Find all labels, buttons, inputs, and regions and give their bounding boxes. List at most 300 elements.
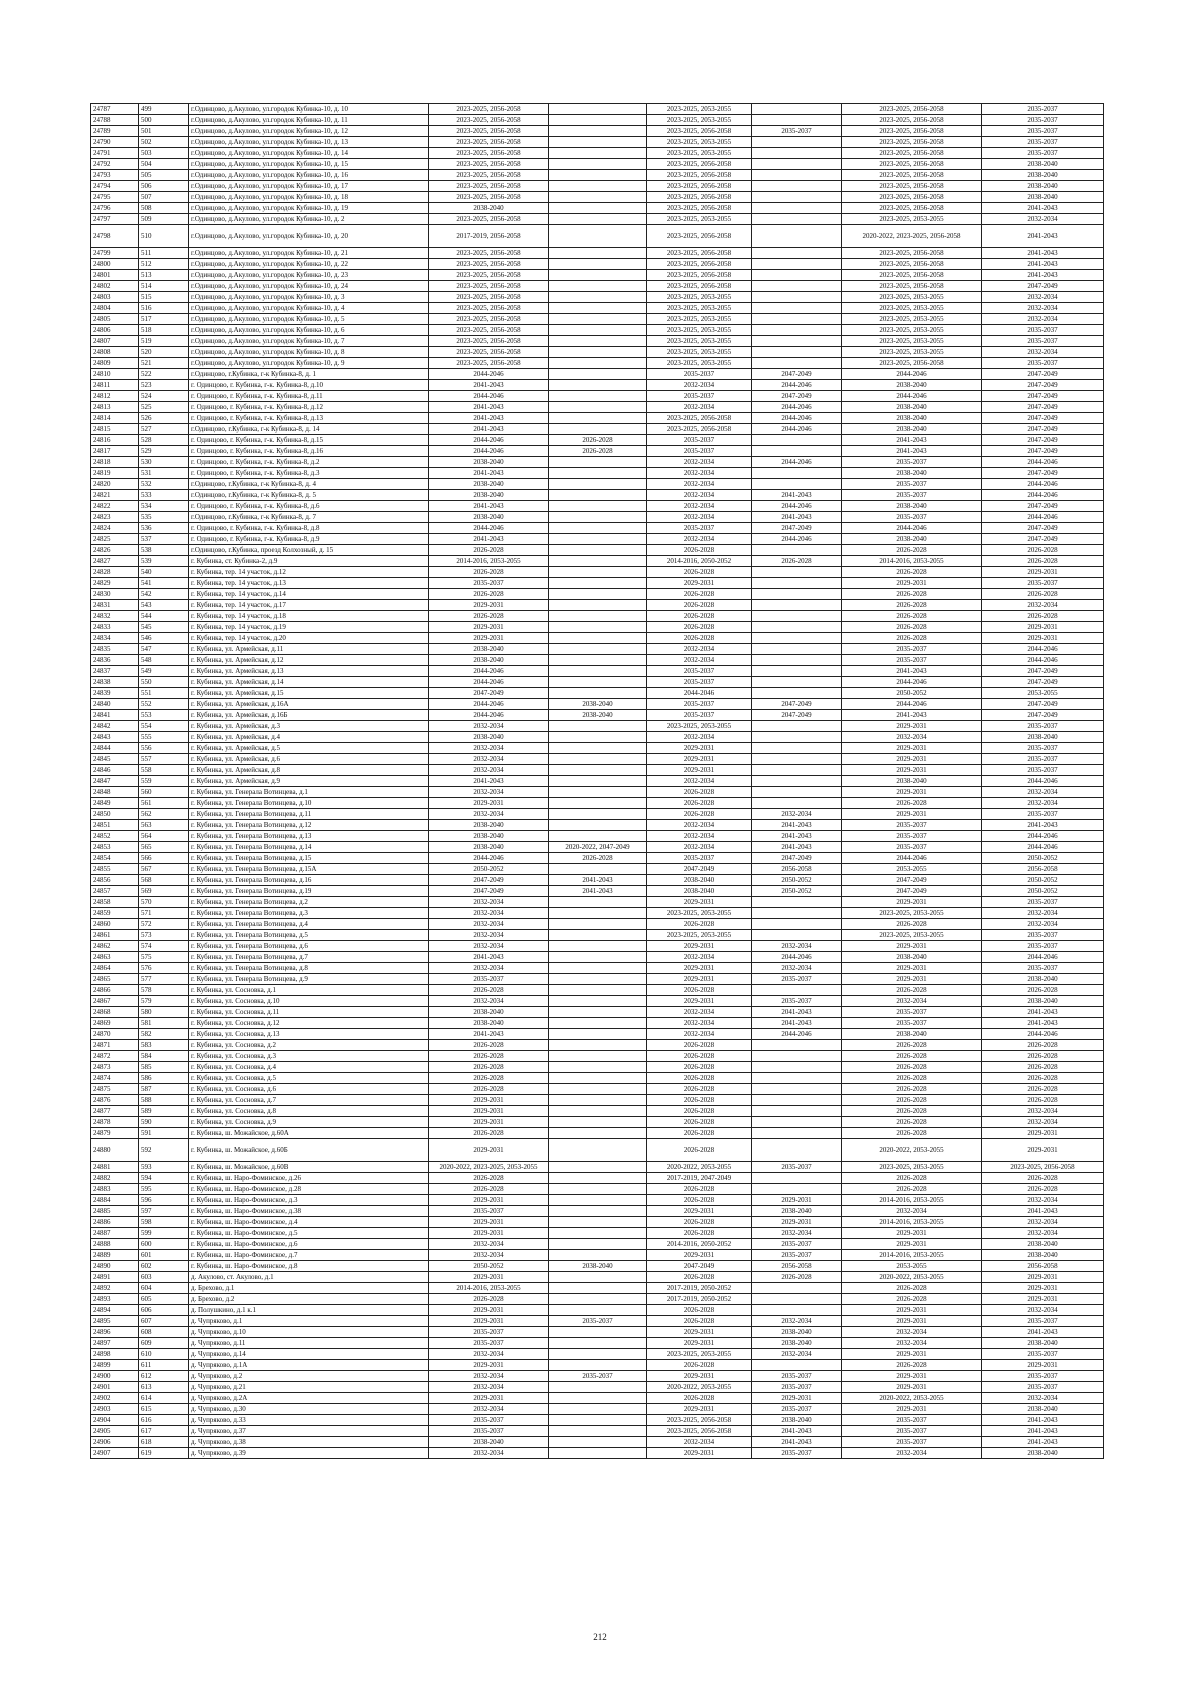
cell-period-1: 2026-2028	[429, 545, 549, 556]
cell-period-3: 2023-2025, 2053-2055	[647, 314, 752, 325]
cell-period-3: 2026-2028	[647, 1062, 752, 1073]
cell-period-6: 2047-2049	[982, 501, 1104, 512]
cell-row-number: 594	[139, 1173, 189, 1184]
cell-period-2	[549, 512, 647, 523]
cell-address: г. Одинцово, г. Кубинка, г-к. Кубинка-8, д.13	[189, 413, 429, 424]
cell-period-4	[752, 225, 842, 248]
cell-row-number: 596	[139, 1195, 189, 1206]
cell-row-number: 501	[139, 126, 189, 137]
cell-period-1: 2044-2046	[429, 446, 549, 457]
cell-record-id: 24817	[91, 446, 139, 457]
cell-period-6: 2038-2040	[982, 1448, 1104, 1459]
cell-period-3: 2026-2028	[647, 919, 752, 930]
cell-period-3: 2032-2034	[647, 831, 752, 842]
cell-row-number: 609	[139, 1338, 189, 1349]
cell-period-6: 2038-2040	[982, 996, 1104, 1007]
cell-record-id: 24860	[91, 919, 139, 930]
cell-row-number: 583	[139, 1040, 189, 1051]
cell-period-2	[549, 831, 647, 842]
cell-record-id: 24842	[91, 721, 139, 732]
cell-period-2	[549, 721, 647, 732]
cell-record-id: 24806	[91, 325, 139, 336]
cell-period-3: 2023-2025, 2056-2058	[647, 159, 752, 170]
cell-address: г.Одинцово, д.Акулово, ул.городок Кубинка-10, д. 3	[189, 292, 429, 303]
cell-address: г. Одинцово, г. Кубинка, г-к. Кубинка-8, д.8	[189, 523, 429, 534]
cell-period-4	[752, 468, 842, 479]
cell-record-id: 24790	[91, 137, 139, 148]
cell-period-2	[549, 203, 647, 214]
table-row	[91, 699, 1104, 710]
cell-address: д. Полушкино, д.1 к.1	[189, 1305, 429, 1316]
cell-period-1: 2023-2025, 2056-2058	[429, 303, 549, 314]
cell-record-id: 24809	[91, 358, 139, 369]
cell-period-1: 2032-2034	[429, 1349, 549, 1360]
cell-period-5: 2041-2043	[842, 666, 982, 677]
cell-period-4	[752, 633, 842, 644]
cell-period-3: 2026-2028	[647, 809, 752, 820]
cell-address: д. Чупряково, д.21	[189, 1382, 429, 1393]
cell-record-id: 24907	[91, 1448, 139, 1459]
cell-period-1: 2038-2040	[429, 1437, 549, 1448]
cell-period-5: 2041-2043	[842, 435, 982, 446]
cell-record-id: 24792	[91, 159, 139, 170]
cell-address: г. Одинцово, г. Кубинка, г-к. Кубинка-8, д.9	[189, 534, 429, 545]
cell-period-4	[752, 776, 842, 787]
cell-period-3: 2035-2037	[647, 677, 752, 688]
cell-period-6: 2032-2034	[982, 1106, 1104, 1117]
cell-period-2	[549, 930, 647, 941]
cell-period-6: 2035-2037	[982, 104, 1104, 115]
cell-period-2	[549, 1415, 647, 1426]
cell-period-6: 2035-2037	[982, 765, 1104, 776]
cell-period-5: 2020-2022, 2053-2055	[842, 1272, 982, 1283]
cell-record-id: 24868	[91, 1007, 139, 1018]
table-row	[91, 633, 1104, 644]
cell-record-id: 24826	[91, 545, 139, 556]
cell-period-6: 2032-2034	[982, 908, 1104, 919]
cell-period-6: 2029-2031	[982, 1360, 1104, 1371]
cell-period-2	[549, 1206, 647, 1217]
cell-record-id: 24854	[91, 853, 139, 864]
cell-record-id: 24883	[91, 1184, 139, 1195]
cell-record-id: 24874	[91, 1073, 139, 1084]
cell-period-6: 2035-2037	[982, 930, 1104, 941]
table-row	[91, 1228, 1104, 1239]
cell-period-5: 2023-2025, 2053-2055	[842, 314, 982, 325]
cell-period-3: 2029-2031	[647, 1338, 752, 1349]
cell-period-5: 2038-2040	[842, 424, 982, 435]
cell-period-6: 2029-2031	[982, 1294, 1104, 1305]
cell-address: г.Одинцово, д.Акулово, ул.городок Кубинка-10, д. 11	[189, 115, 429, 126]
cell-period-1: 2038-2040	[429, 1007, 549, 1018]
cell-period-5: 2032-2034	[842, 996, 982, 1007]
cell-address: г.Одинцово, д.Акулово, ул.городок Кубинка-10, д. 13	[189, 137, 429, 148]
cell-period-4: 2032-2034	[752, 809, 842, 820]
cell-address: г.Одинцово, д.Акулово, ул.городок Кубинка-10, д. 18	[189, 192, 429, 203]
cell-period-1: 2029-2031	[429, 798, 549, 809]
cell-period-2	[549, 1062, 647, 1073]
cell-period-3: 2026-2028	[647, 1117, 752, 1128]
cell-period-4: 2044-2046	[752, 402, 842, 413]
table-row	[91, 479, 1104, 490]
table-row	[91, 1305, 1104, 1316]
cell-address: д. Акулово, ст. Акулово, д.1	[189, 1272, 429, 1283]
cell-period-4	[752, 644, 842, 655]
cell-period-3: 2023-2025, 2053-2055	[647, 137, 752, 148]
cell-record-id: 24870	[91, 1029, 139, 1040]
cell-row-number: 543	[139, 600, 189, 611]
cell-period-6: 2050-2052	[982, 875, 1104, 886]
cell-period-2	[549, 919, 647, 930]
cell-period-2	[549, 534, 647, 545]
cell-period-3: 2026-2028	[647, 1305, 752, 1316]
cell-period-2	[549, 1338, 647, 1349]
cell-row-number: 588	[139, 1095, 189, 1106]
cell-period-4: 2038-2040	[752, 1415, 842, 1426]
cell-period-6: 2032-2034	[982, 600, 1104, 611]
cell-period-4: 2050-2052	[752, 875, 842, 886]
cell-period-2	[549, 1084, 647, 1095]
table-row	[91, 908, 1104, 919]
cell-address: г. Кубинка, ул. Генерала Вотинцева, д.12	[189, 820, 429, 831]
cell-period-3: 2035-2037	[647, 369, 752, 380]
table-row	[91, 721, 1104, 732]
cell-record-id: 24873	[91, 1062, 139, 1073]
cell-period-5: 2032-2034	[842, 1206, 982, 1217]
cell-address: г. Одинцово, г. Кубинка, г-к. Кубинка-8, д.3	[189, 468, 429, 479]
cell-period-1: 2035-2037	[429, 974, 549, 985]
cell-record-id: 24867	[91, 996, 139, 1007]
cell-period-3: 2032-2034	[647, 655, 752, 666]
table-row	[91, 380, 1104, 391]
cell-record-id: 24904	[91, 1415, 139, 1426]
cell-period-2	[549, 148, 647, 159]
cell-address: г. Кубинка, ул. Армейская, д.16А	[189, 699, 429, 710]
cell-period-6: 2044-2046	[982, 490, 1104, 501]
cell-period-4: 2038-2040	[752, 1206, 842, 1217]
cell-period-1: 2023-2025, 2056-2058	[429, 292, 549, 303]
cell-period-1: 2026-2028	[429, 1173, 549, 1184]
cell-address: г.Одинцово, г.Кубинка, г-к Кубинка-8, д. 4	[189, 479, 429, 490]
cell-period-4: 2044-2046	[752, 952, 842, 963]
cell-period-6: 2035-2037	[982, 721, 1104, 732]
cell-period-5: 2029-2031	[842, 809, 982, 820]
table-row	[91, 1349, 1104, 1360]
cell-period-5: 2026-2028	[842, 622, 982, 633]
cell-period-5: 2038-2040	[842, 468, 982, 479]
cell-period-3: 2029-2031	[647, 1327, 752, 1338]
cell-period-2	[549, 622, 647, 633]
cell-period-4: 2044-2046	[752, 534, 842, 545]
cell-row-number: 603	[139, 1272, 189, 1283]
table-row	[91, 1360, 1104, 1371]
cell-record-id: 24902	[91, 1393, 139, 1404]
cell-address: г.Одинцово, г.Кубинка, г-к Кубинка-8, д. 7	[189, 512, 429, 523]
cell-period-5: 2026-2028	[842, 1173, 982, 1184]
table-row	[91, 974, 1104, 985]
cell-period-3: 2029-2031	[647, 963, 752, 974]
cell-period-6: 2026-2028	[982, 545, 1104, 556]
cell-record-id: 24787	[91, 104, 139, 115]
table-row	[91, 424, 1104, 435]
cell-period-1: 2041-2043	[429, 424, 549, 435]
table-row	[91, 1173, 1104, 1184]
table-row	[91, 589, 1104, 600]
cell-period-1: 2014-2016, 2053-2055	[429, 1283, 549, 1294]
cell-period-1: 2032-2034	[429, 996, 549, 1007]
cell-row-number: 503	[139, 148, 189, 159]
cell-record-id: 24824	[91, 523, 139, 534]
cell-record-id: 24885	[91, 1206, 139, 1217]
cell-period-6: 2026-2028	[982, 1084, 1104, 1095]
table-row	[91, 952, 1104, 963]
cell-row-number: 546	[139, 633, 189, 644]
cell-period-3: 2023-2025, 2056-2058	[647, 281, 752, 292]
cell-period-1: 2041-2043	[429, 952, 549, 963]
cell-period-5: 2023-2025, 2056-2058	[842, 126, 982, 137]
cell-period-6: 2041-2043	[982, 270, 1104, 281]
cell-record-id: 24846	[91, 765, 139, 776]
cell-record-id: 24851	[91, 820, 139, 831]
cell-period-3: 2023-2025, 2053-2055	[647, 115, 752, 126]
cell-row-number: 545	[139, 622, 189, 633]
cell-period-5: 2023-2025, 2053-2055	[842, 908, 982, 919]
table-row	[91, 490, 1104, 501]
cell-period-2	[549, 1228, 647, 1239]
cell-period-1: 2026-2028	[429, 567, 549, 578]
cell-row-number: 541	[139, 578, 189, 589]
cell-period-2	[549, 809, 647, 820]
cell-address: г. Кубинка, ул. Генерала Вотинцева, д.1	[189, 787, 429, 798]
cell-address: г.Одинцово, г.Кубинка, г-к Кубинка-8, д. 1	[189, 369, 429, 380]
cell-row-number: 599	[139, 1228, 189, 1239]
table-row	[91, 600, 1104, 611]
cell-address: г. Кубинка, ул. Сосновка, д.10	[189, 996, 429, 1007]
cell-period-6: 2035-2037	[982, 358, 1104, 369]
cell-period-2	[549, 578, 647, 589]
cell-period-5: 2026-2028	[842, 567, 982, 578]
table-row	[91, 1393, 1104, 1404]
cell-period-2	[549, 248, 647, 259]
cell-period-1: 2023-2025, 2056-2058	[429, 104, 549, 115]
cell-address: г.Одинцово, д.Акулово, ул.городок Кубинка-10, д. 6	[189, 325, 429, 336]
cell-row-number: 573	[139, 930, 189, 941]
cell-row-number: 581	[139, 1018, 189, 1029]
cell-period-2: 2038-2040	[549, 710, 647, 721]
cell-period-1: 2032-2034	[429, 1250, 549, 1261]
cell-period-4	[752, 765, 842, 776]
cell-period-6: 2032-2034	[982, 1195, 1104, 1206]
cell-period-5: 2035-2037	[842, 479, 982, 490]
cell-address: г. Кубинка, ул. Сосновка, д.3	[189, 1051, 429, 1062]
cell-period-5: 2023-2025, 2056-2058	[842, 192, 982, 203]
table-row	[91, 765, 1104, 776]
cell-period-4: 2035-2037	[752, 1404, 842, 1415]
cell-address: г. Кубинка, ул. Сосновка, д.13	[189, 1029, 429, 1040]
cell-period-5: 2035-2037	[842, 512, 982, 523]
cell-period-4	[752, 1294, 842, 1305]
table-row	[91, 864, 1104, 875]
cell-record-id: 24839	[91, 688, 139, 699]
cell-row-number: 563	[139, 820, 189, 831]
cell-period-2	[549, 314, 647, 325]
cell-period-1: 2038-2040	[429, 644, 549, 655]
cell-period-4	[752, 754, 842, 765]
table-row	[91, 1426, 1104, 1437]
cell-period-3: 2044-2046	[647, 688, 752, 699]
cell-period-5: 2026-2028	[842, 1128, 982, 1139]
cell-period-6: 2029-2031	[982, 1139, 1104, 1162]
cell-row-number: 559	[139, 776, 189, 787]
cell-row-number: 567	[139, 864, 189, 875]
cell-period-3: 2032-2034	[647, 1007, 752, 1018]
cell-row-number: 602	[139, 1261, 189, 1272]
cell-record-id: 24796	[91, 203, 139, 214]
cell-period-4: 2041-2043	[752, 512, 842, 523]
cell-address: г. Кубинка, ул. Армейская, д.8	[189, 765, 429, 776]
cell-period-5: 2038-2040	[842, 952, 982, 963]
cell-period-3: 2026-2028	[647, 787, 752, 798]
cell-record-id: 24837	[91, 666, 139, 677]
cell-row-number: 571	[139, 908, 189, 919]
cell-period-3: 2023-2025, 2056-2058	[647, 203, 752, 214]
table-row	[91, 501, 1104, 512]
cell-address: г. Кубинка, тер. 14 участок, д.17	[189, 600, 429, 611]
cell-period-4: 2050-2052	[752, 886, 842, 897]
cell-period-6: 2035-2037	[982, 1371, 1104, 1382]
cell-address: д. Чупряково, д.30	[189, 1404, 429, 1415]
cell-row-number: 542	[139, 589, 189, 600]
cell-period-1: 2023-2025, 2056-2058	[429, 259, 549, 270]
cell-period-2: 2041-2043	[549, 886, 647, 897]
cell-row-number: 574	[139, 941, 189, 952]
cell-period-6: 2026-2028	[982, 1040, 1104, 1051]
cell-address: г. Кубинка, ул. Генерала Вотинцева, д.19	[189, 886, 429, 897]
table-row	[91, 1040, 1104, 1051]
cell-period-1: 2026-2028	[429, 611, 549, 622]
cell-address: г. Кубинка, ул. Генерала Вотинцева, д.9	[189, 974, 429, 985]
cell-period-5: 2026-2028	[842, 589, 982, 600]
table-row	[91, 1415, 1104, 1426]
cell-period-5: 2023-2025, 2053-2055	[842, 303, 982, 314]
cell-period-1: 2041-2043	[429, 413, 549, 424]
cell-period-1: 2041-2043	[429, 534, 549, 545]
cell-row-number: 555	[139, 732, 189, 743]
cell-row-number: 532	[139, 479, 189, 490]
cell-period-6: 2047-2049	[982, 391, 1104, 402]
cell-record-id: 24843	[91, 732, 139, 743]
cell-row-number: 558	[139, 765, 189, 776]
cell-period-1: 2032-2034	[429, 1239, 549, 1250]
table-row	[91, 292, 1104, 303]
cell-period-5: 2041-2043	[842, 446, 982, 457]
cell-row-number: 591	[139, 1128, 189, 1139]
cell-period-5: 2050-2052	[842, 688, 982, 699]
cell-period-4	[752, 1106, 842, 1117]
cell-period-6: 2038-2040	[982, 974, 1104, 985]
cell-row-number: 499	[139, 104, 189, 115]
cell-period-5: 2026-2028	[842, 1283, 982, 1294]
cell-period-3: 2023-2025, 2053-2055	[647, 1349, 752, 1360]
cell-period-1: 2038-2040	[429, 457, 549, 468]
cell-period-1: 2032-2034	[429, 1382, 549, 1393]
cell-period-1: 2041-2043	[429, 402, 549, 413]
cell-period-1: 2029-2031	[429, 600, 549, 611]
cell-address: г. Кубинка, ул. Генерала Вотинцева, д.10	[189, 798, 429, 809]
cell-period-2: 2026-2028	[549, 435, 647, 446]
cell-row-number: 614	[139, 1393, 189, 1404]
cell-row-number: 540	[139, 567, 189, 578]
cell-row-number: 526	[139, 413, 189, 424]
cell-period-1: 2023-2025, 2056-2058	[429, 159, 549, 170]
cell-row-number: 564	[139, 831, 189, 842]
table-row	[91, 754, 1104, 765]
cell-address: г. Кубинка, ул. Генерала Вотинцева, д.14	[189, 842, 429, 853]
cell-row-number: 584	[139, 1051, 189, 1062]
cell-period-5: 2026-2028	[842, 1062, 982, 1073]
cell-period-2	[549, 181, 647, 192]
cell-row-number: 504	[139, 159, 189, 170]
cell-period-1: 2026-2028	[429, 985, 549, 996]
cell-period-5: 2035-2037	[842, 490, 982, 501]
cell-record-id: 24899	[91, 1360, 139, 1371]
cell-row-number: 517	[139, 314, 189, 325]
cell-period-3: 2029-2031	[647, 974, 752, 985]
cell-period-4	[752, 248, 842, 259]
table-row	[91, 468, 1104, 479]
table-row	[91, 743, 1104, 754]
cell-record-id: 24791	[91, 148, 139, 159]
cell-record-id: 24852	[91, 831, 139, 842]
cell-period-1: 2032-2034	[429, 1448, 549, 1459]
cell-period-3: 2029-2031	[647, 1206, 752, 1217]
cell-period-6: 2038-2040	[982, 181, 1104, 192]
cell-period-6: 2047-2049	[982, 281, 1104, 292]
cell-period-5: 2026-2028	[842, 1106, 982, 1117]
cell-period-4	[752, 203, 842, 214]
cell-period-5: 2029-2031	[842, 787, 982, 798]
cell-period-3: 2026-2028	[647, 1184, 752, 1195]
cell-period-2: 2035-2037	[549, 1371, 647, 1382]
table-row	[91, 391, 1104, 402]
cell-row-number: 561	[139, 798, 189, 809]
cell-period-3: 2035-2037	[647, 446, 752, 457]
cell-period-5: 2023-2025, 2053-2055	[842, 336, 982, 347]
cell-period-2	[549, 1117, 647, 1128]
cell-address: д. Чупряково, д.33	[189, 1415, 429, 1426]
cell-period-5: 2023-2025, 2056-2058	[842, 259, 982, 270]
cell-row-number: 579	[139, 996, 189, 1007]
cell-period-2	[549, 137, 647, 148]
cell-period-1: 2032-2034	[429, 754, 549, 765]
cell-period-6: 2038-2040	[982, 732, 1104, 743]
cell-address: г.Одинцово, д.Акулово, ул.городок Кубинка-10, д. 8	[189, 347, 429, 358]
cell-period-2	[549, 1217, 647, 1228]
cell-address: г. Кубинка, ш. Наро-Фоминское, д.6	[189, 1239, 429, 1250]
cell-row-number: 522	[139, 369, 189, 380]
cell-period-5: 2026-2028	[842, 919, 982, 930]
cell-period-1: 2044-2046	[429, 699, 549, 710]
cell-row-number: 552	[139, 699, 189, 710]
cell-row-number: 615	[139, 1404, 189, 1415]
cell-period-1: 2023-2025, 2056-2058	[429, 325, 549, 336]
table-row	[91, 1051, 1104, 1062]
cell-address: г. Одинцово, г. Кубинка, г-к. Кубинка-8, д.2	[189, 457, 429, 468]
cell-period-5: 2038-2040	[842, 776, 982, 787]
cell-period-3: 2026-2028	[647, 567, 752, 578]
cell-period-5: 2023-2025, 2056-2058	[842, 270, 982, 281]
cell-address: д. Чупряково, д.1А	[189, 1360, 429, 1371]
